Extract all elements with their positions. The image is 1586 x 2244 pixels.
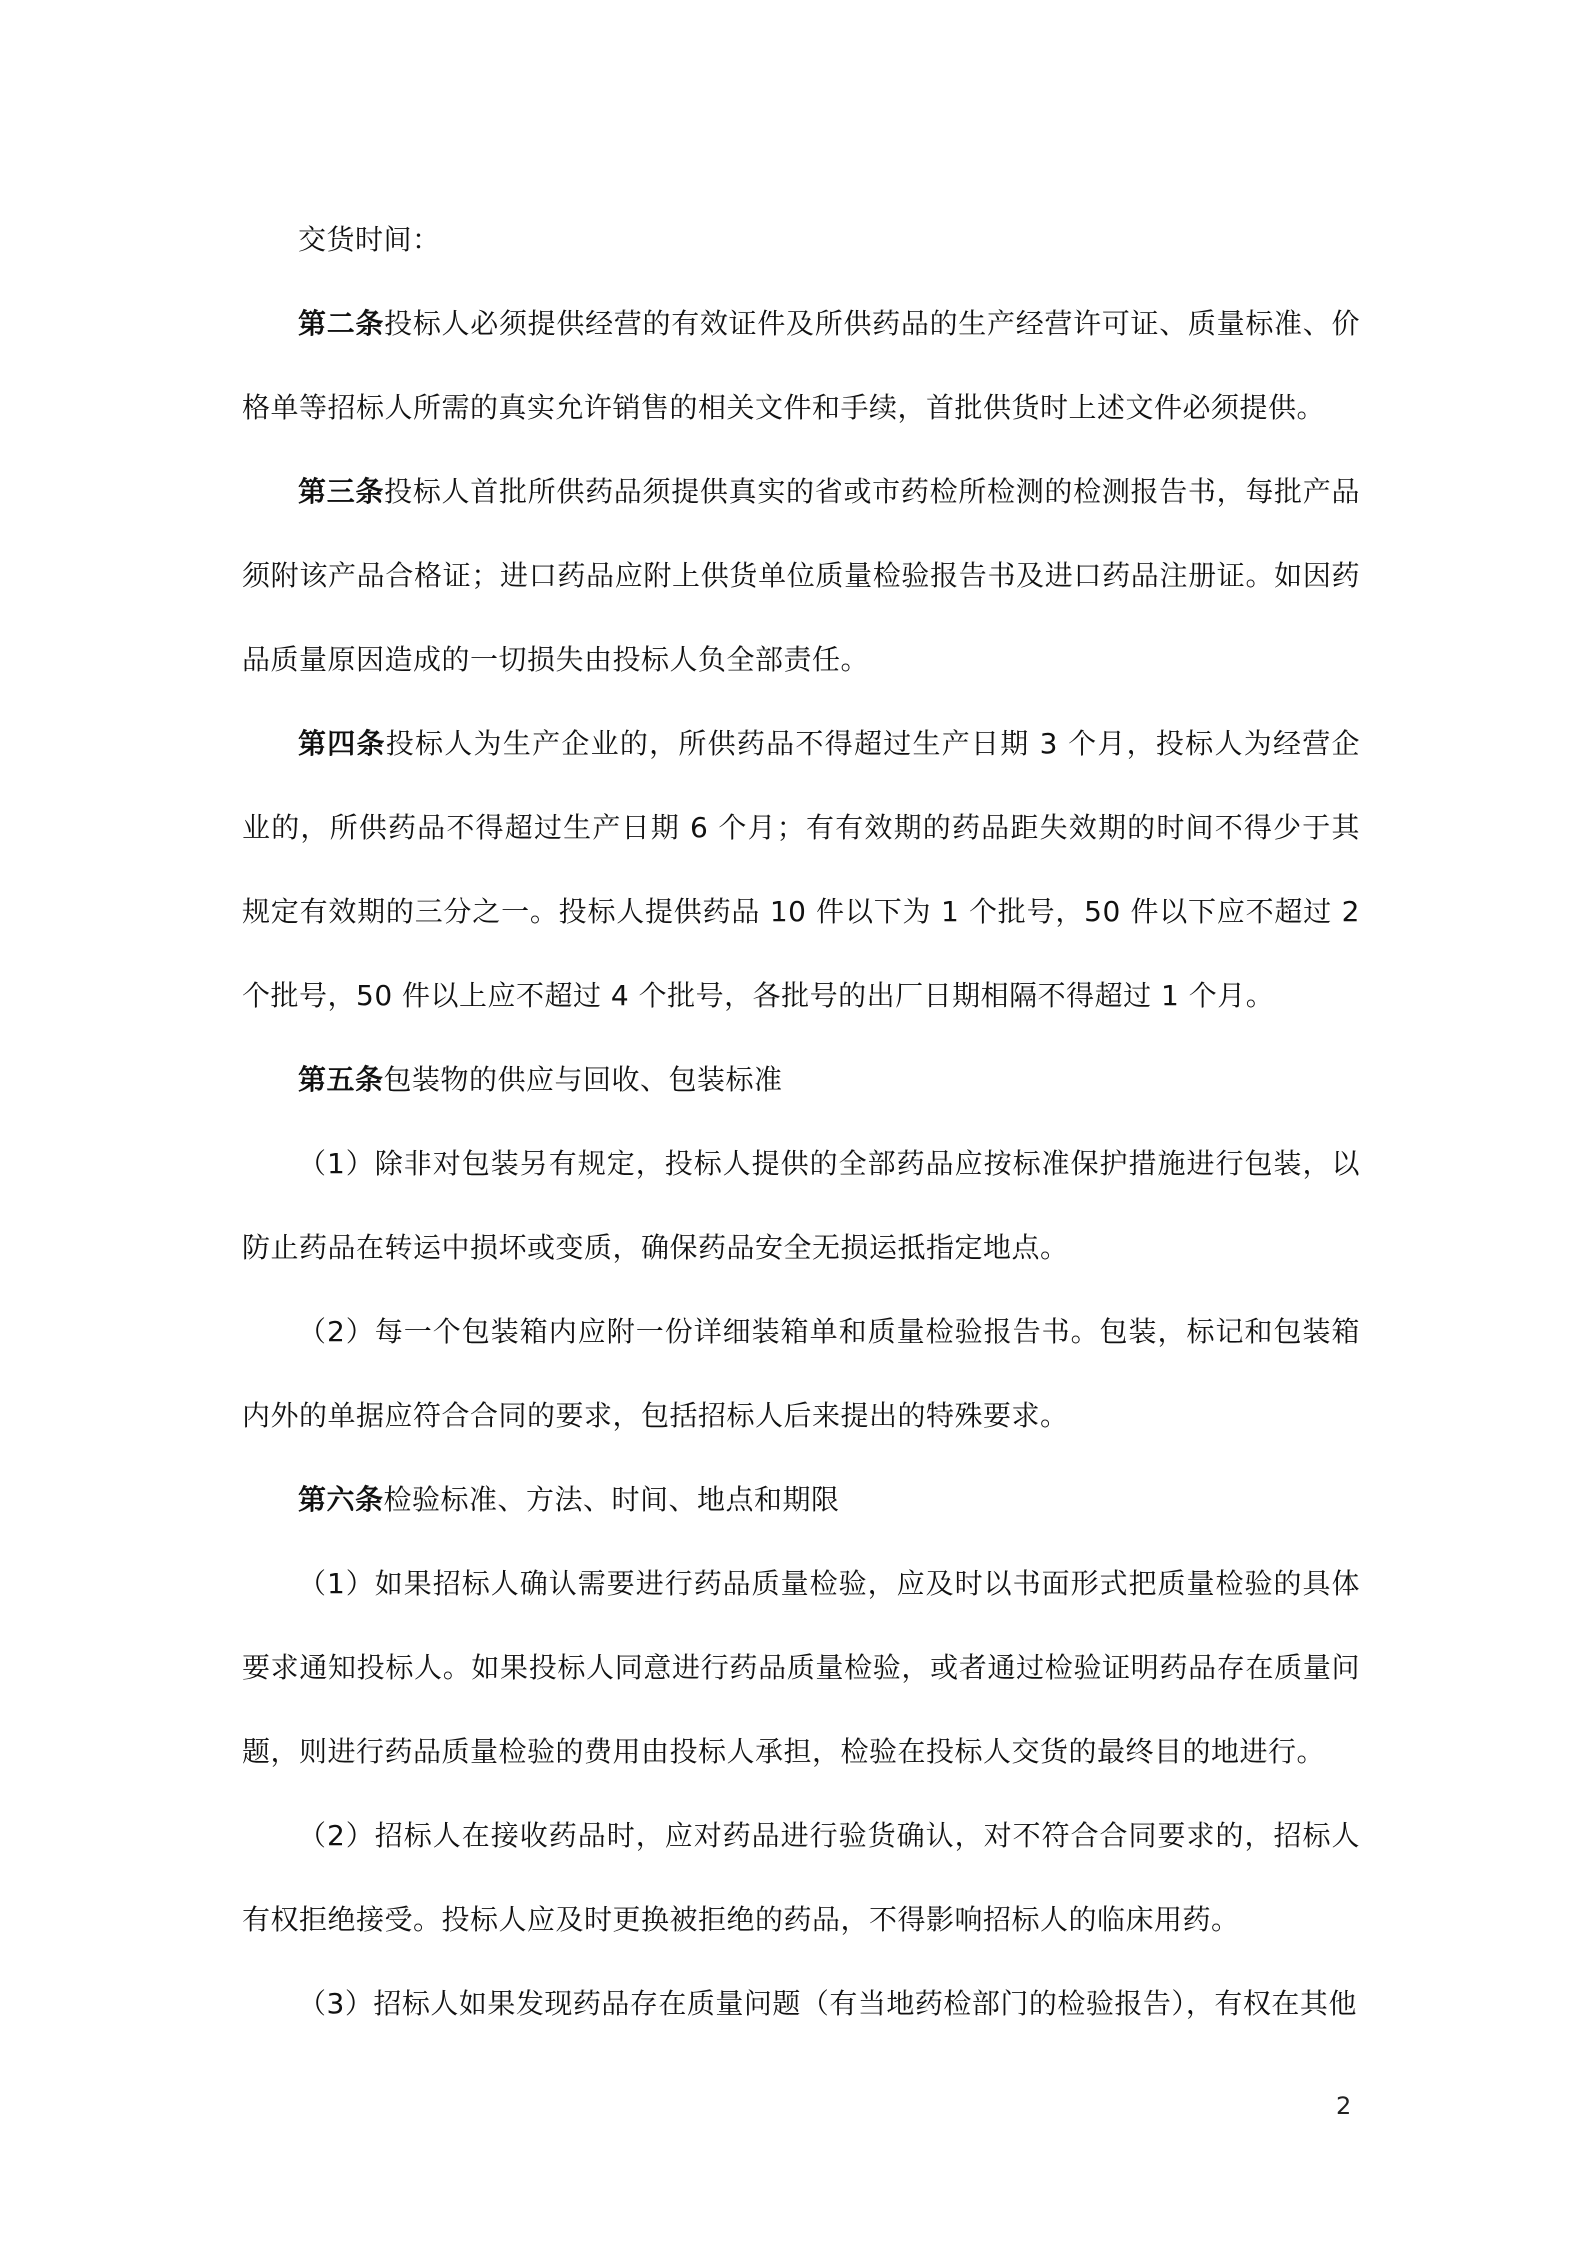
article-4-text: 投标人为生产企业的，所供药品不得超过生产日期 3 个月，投标人为经营企业的，所供药品不得超过生产日期 6 个月；有有效期的药品距失效期的时间不得少于其规定有效期的三分之一。投标人提供药品 10 件以下为 1 个批号，50 件以下应不超过 2 个批号，50 件以上应不超过 4 个批号，各批号的出厂日期相隔不得超过 1 个月。: [242, 727, 1360, 1012]
document-body: [242, 198, 1360, 2046]
article-2-text: 投标人必须提供经营的有效证件及所供药品的生产经营许可证、质量标准、价格单等招标人所需的真实允许销售的相关文件和手续，首批供货时上述文件必须提供。: [242, 307, 1360, 424]
article-6-item-2: [242, 1794, 1360, 1962]
article-2-heading: 第二条: [298, 307, 385, 340]
article-5-heading: 第五条: [298, 1063, 384, 1096]
paragraph-delivery-time: [242, 198, 1360, 282]
article-4-heading: 第四条: [298, 727, 386, 760]
article-5-text: 包装物的供应与回收、包装标准: [383, 1063, 783, 1096]
article-4-paragraph: [242, 702, 1360, 1038]
page-number: 2: [1336, 2092, 1352, 2120]
article-6-paragraph: [242, 1458, 1360, 1542]
article-3-heading: 第三条: [298, 475, 385, 508]
article-5-item-2: [242, 1290, 1360, 1458]
paragraph-text: 交货时间：: [298, 223, 441, 256]
article-3-text: 投标人首批所供药品须提供真实的省或市药检所检测的检测报告书，每批产品须附该产品合格证；进口药品应附上供货单位质量检验报告书及进口药品注册证。如因药品质量原因造成的一切损失由投标人负全部责任。: [242, 475, 1360, 676]
article-6-heading: 第六条: [298, 1483, 384, 1516]
item-text: （1）除非对包装另有规定，投标人提供的全部药品应按标准保护措施进行包装，以防止药品在转运中损坏或变质，确保药品安全无损运抵指定地点。: [242, 1147, 1360, 1264]
item-text: （2）招标人在接收药品时，应对药品进行验货确认，对不符合合同要求的，招标人有权拒绝接受。投标人应及时更换被拒绝的药品，不得影响招标人的临床用药。: [242, 1819, 1360, 1936]
article-5-paragraph: [242, 1038, 1360, 1122]
article-6-item-3: [242, 1962, 1360, 2046]
item-text: （3）招标人如果发现药品存在质量问题（有当地药检部门的检验报告），有权在其他: [298, 1987, 1357, 2020]
item-text: （1）如果招标人确认需要进行药品质量检验，应及时以书面形式把质量检验的具体要求通知投标人。如果投标人同意进行药品质量检验，或者通过检验证明药品存在质量问题，则进行药品质量检验的费用由投标人承担，检验在投标人交货的最终目的地进行。: [242, 1567, 1360, 1768]
article-6-item-1: [242, 1542, 1360, 1794]
article-5-item-1: [242, 1122, 1360, 1290]
article-2-paragraph: [242, 282, 1360, 450]
article-3-paragraph: [242, 450, 1360, 702]
item-text: （2）每一个包装箱内应附一份详细装箱单和质量检验报告书。包装，标记和包装箱内外的单据应符合合同的要求，包括招标人后来提出的特殊要求。: [242, 1315, 1360, 1432]
article-6-text: 检验标准、方法、时间、地点和期限: [383, 1483, 840, 1516]
